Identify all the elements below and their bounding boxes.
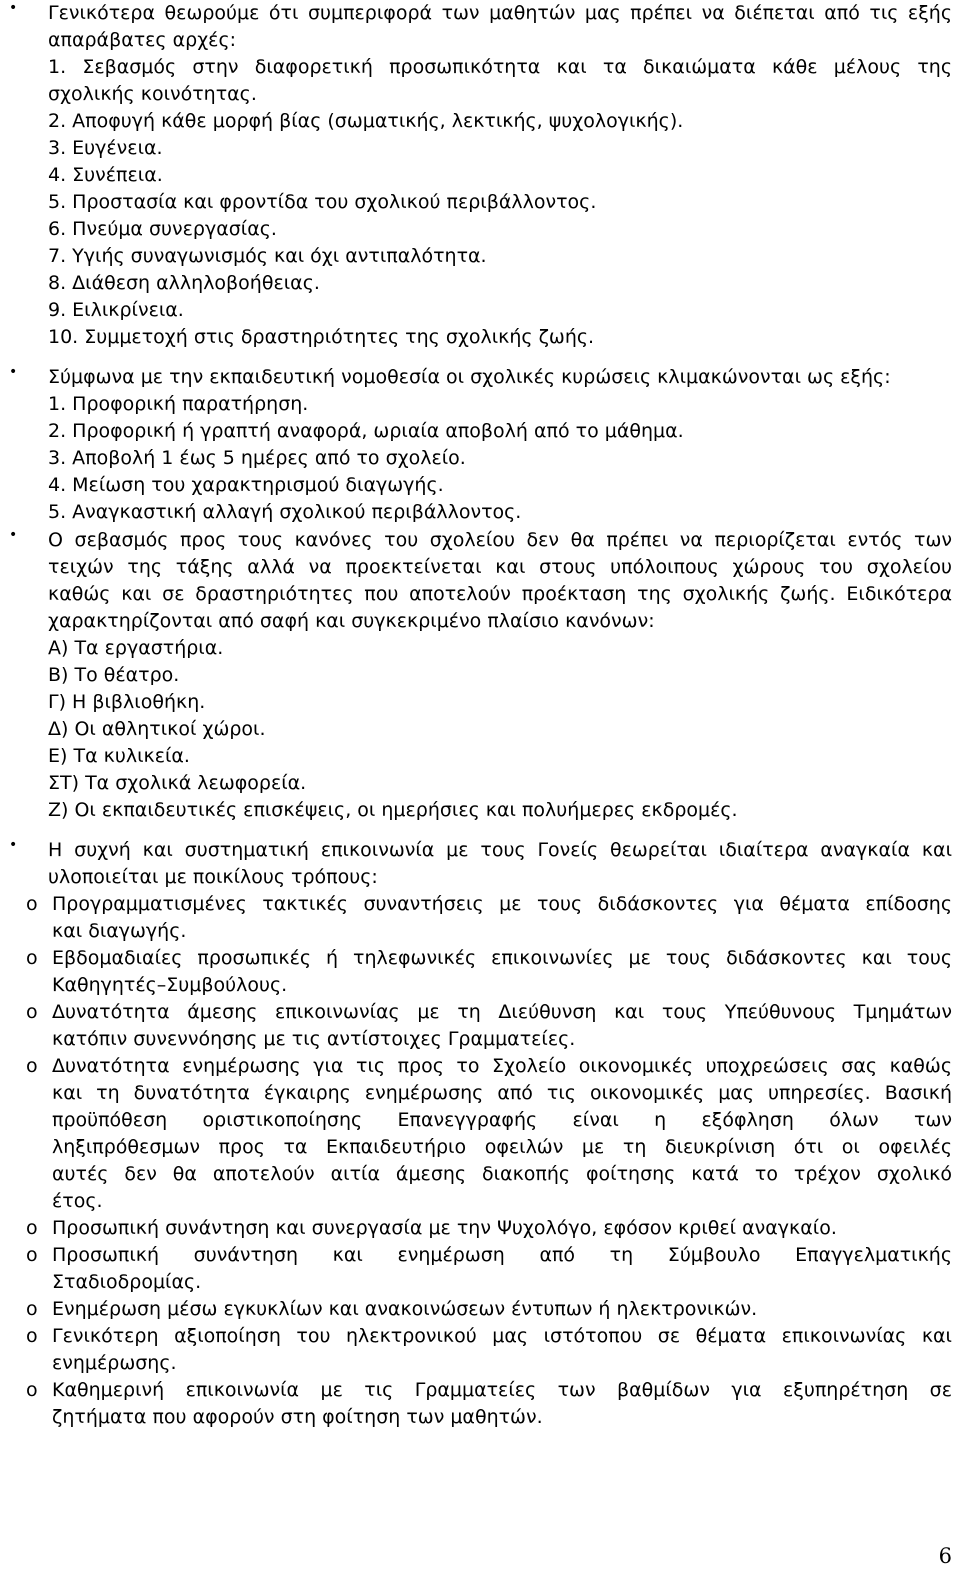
- list-item-line: 3. Ευγένεια.: [48, 137, 163, 159]
- list-item-line: Προγραμματισμένες τακτικές συναντήσεις με τους διδάσκοντες για θέματα επίδοσης: [52, 893, 952, 915]
- list-item-line: 2. Αποφυγή κάθε μορφή βίας (σωματικής, λεκτικής, ψυχολογικής).: [48, 110, 684, 132]
- bullet-parent-communication: [9, 837, 952, 1431]
- list-item-line: Ενημέρωση μέσω εγκυκλίων και ανακοινώσεων έντυπων ή ηλεκτρονικών.: [52, 1298, 758, 1320]
- circle-bullet-icon: o: [26, 947, 38, 969]
- paragraph-line: Σύμφωνα με την εκπαιδευτική νομοθεσία οι σχολικές κυρώσεις κλιμακώνονται ως εξής:: [48, 366, 891, 388]
- bullet-icon: •: [9, 837, 18, 853]
- list-item-line: ληξιπρόθεσμων προς τα Εκπαιδευτήριο οφειλών με τη διευκρίνιση ότι οι οφειλές: [52, 1136, 952, 1158]
- list-item: 3. Αποβολή 1 έως 5 ημέρες από το σχολείο.: [48, 447, 466, 469]
- list-item-line: ενημέρωσης.: [52, 1352, 177, 1374]
- list-item-line: 9. Ειλικρίνεια.: [48, 299, 184, 321]
- list-item-line: Προσωπική συνάντηση και ενημέρωση από τη Σύμβουλο Επαγγελματικής: [52, 1244, 952, 1266]
- paragraph-line: Ο σεβασμός προς τους κανόνες του σχολείου δεν θα πρέπει να περιορίζεται εντός των: [48, 529, 952, 551]
- list-item: Ε) Τα κυλικεία.: [48, 745, 190, 767]
- list-item-line: 1. Σεβασμός στην διαφορετική προσωπικότητα και τα δικαιώματα κάθε μέλους της: [48, 56, 952, 78]
- circle-bullet-icon: o: [26, 1379, 38, 1401]
- sub-list-item: [26, 1242, 952, 1296]
- list-item-line: Δυνατότητα άμεσης επικοινωνίας με τη Διεύθυνση και τους Υπεύθυνους Τμημάτων: [52, 1001, 952, 1023]
- list-item-line: Καθηγητές–Συμβούλους.: [52, 974, 288, 996]
- list-item-line: Δυνατότητα ενημέρωσης για τις προς το Σχολείο οικονομικές υποχρεώσεις σας καθώς: [52, 1055, 952, 1077]
- page-number: 6: [938, 1544, 952, 1568]
- list-item-line: έτος.: [52, 1190, 103, 1212]
- circle-bullet-icon: o: [26, 1325, 38, 1347]
- bullet-icon: •: [9, 527, 18, 543]
- sub-list-item: [26, 999, 952, 1053]
- list-item: Α) Τα εργαστήρια.: [48, 637, 224, 659]
- paragraph-line: τειχών της τάξης αλλά να προεκτείνεται και στους υπόλοιπους χώρους του σχολείου: [48, 556, 952, 578]
- list-item-line: 4. Συνέπεια.: [48, 164, 163, 186]
- sub-list-item: [26, 1377, 952, 1431]
- circle-bullet-icon: o: [26, 1217, 38, 1239]
- paragraph-line: υλοποιείται με ποικίλους τρόπους:: [48, 866, 378, 888]
- list-item-line: και διαγωγής.: [52, 920, 187, 942]
- list-item: [48, 297, 952, 324]
- bullet-icon: •: [9, 0, 18, 16]
- sub-list-item: [26, 1215, 952, 1242]
- list-item-line: 7. Υγιής συναγωνισμός και όχι αντιπαλότητα.: [48, 245, 487, 267]
- list-item: [48, 162, 952, 189]
- list-item-line: Γενικότερη αξιοποίηση του ηλεκτρονικού μας ιστότοπου σε θέματα επικοινωνίας και: [52, 1325, 952, 1347]
- list-item-line: αυτές δεν θα αποτελούν αιτία άμεσης διακοπής φοίτησης κατά το τρέχον σχολικό: [52, 1163, 952, 1185]
- list-item-line: 6. Πνεύμα συνεργασίας.: [48, 218, 277, 240]
- sub-list-item: [26, 1053, 952, 1215]
- circle-bullet-icon: o: [26, 1001, 38, 1023]
- circle-bullet-icon: o: [26, 1298, 38, 1320]
- list-item: 4. Μείωση του χαρακτηρισμού διαγωγής.: [48, 474, 444, 496]
- list-item: 5. Αναγκαστική αλλαγή σχολικού περιβάλλοντος.: [48, 501, 522, 523]
- sub-list-item: [26, 945, 952, 999]
- list-item-line: σχολικής κοινότητας.: [48, 83, 257, 105]
- list-item: Δ) Οι αθλητικοί χώροι.: [48, 718, 266, 740]
- paragraph-line: Γενικότερα θεωρούμε ότι συμπεριφορά των μαθητών μας πρέπει να διέπεται από τις εξής: [48, 2, 952, 24]
- sub-list-item: [26, 891, 952, 945]
- list-item: [48, 243, 952, 270]
- list-item: [48, 324, 952, 351]
- list-item: 1. Προφορική παρατήρηση.: [48, 393, 309, 415]
- paragraph-line: καθώς και σε δραστηριότητες που αποτελούν προέκταση της σχολικής ζωής. Ειδικότερα: [48, 583, 952, 605]
- circle-bullet-icon: o: [26, 893, 38, 915]
- list-item: ΣΤ) Τα σχολικά λεωφορεία.: [48, 772, 307, 794]
- list-item-line: προϋπόθεση οριστικοποίησης Επανεγγραφής είναι η εξόφληση όλων των: [52, 1109, 952, 1131]
- paragraph-line: απαράβατες αρχές:: [48, 29, 237, 51]
- list-item-line: Εβδομαδιαίες προσωπικές ή τηλεφωνικές επικοινωνίες με τους διδάσκοντες και τους: [52, 947, 952, 969]
- list-item: 2. Προφορική ή γραπτή αναφορά, ωριαία αποβολή από το μάθημα.: [48, 420, 684, 442]
- list-item: Γ) Η βιβλιοθήκη.: [48, 691, 206, 713]
- list-item: Ζ) Οι εκπαιδευτικές επισκέψεις, οι ημερήσιες και πολυήμερες εκδρομές.: [48, 799, 738, 821]
- list-item-line: 10. Συμμετοχή στις δραστηριότητες της σχολικής ζωής.: [48, 326, 595, 348]
- paragraph-line: χαρακτηρίζονται από σαφή και συγκεκριμένο πλαίσιο κανόνων:: [48, 610, 655, 632]
- list-item: Β) Το θέατρο.: [48, 664, 180, 686]
- list-item: [48, 108, 952, 135]
- sub-list-item: [26, 1296, 952, 1323]
- list-item-line: Καθημερινή επικοινωνία με τις Γραμματείες των βαθμίδων για εξυπηρέτηση σε: [52, 1379, 952, 1401]
- list-item-line: ζητήματα που αφορούν στη φοίτηση των μαθητών.: [52, 1406, 543, 1428]
- list-item: [48, 135, 952, 162]
- list-item: [48, 270, 952, 297]
- list-item-line: Προσωπική συνάντηση και συνεργασία με την Ψυχολόγο, εφόσον κριθεί αναγκαίο.: [52, 1217, 837, 1239]
- sub-list-item: [26, 1323, 952, 1377]
- bullet-school-rules: [9, 527, 952, 824]
- bullet-sanctions: [9, 364, 952, 526]
- list-item-line: Σταδιοδρομίας.: [52, 1271, 202, 1293]
- paragraph-line: Η συχνή και συστηματική επικοινωνία με τους Γονείς θεωρείται ιδιαίτερα αναγκαία και: [48, 839, 952, 861]
- list-item-line: 8. Διάθεση αλληλοβοήθειας.: [48, 272, 320, 294]
- circle-bullet-icon: o: [26, 1244, 38, 1266]
- list-item-line: και τη δυνατότητα έγκαιρης ενημέρωσης από τις οικονομικές μας υπηρεσίες. Βασική: [52, 1082, 952, 1104]
- list-item: [48, 54, 952, 108]
- circle-bullet-icon: o: [26, 1055, 38, 1077]
- list-item: [48, 216, 952, 243]
- list-item-line: κατόπιν συνεννόησης με τις αντίστοιχες Γραμματείες.: [52, 1028, 576, 1050]
- bullet-principles: [9, 0, 952, 351]
- list-item: [48, 189, 952, 216]
- list-item-line: 5. Προστασία και φροντίδα του σχολικού περιβάλλοντος.: [48, 191, 597, 213]
- bullet-icon: •: [9, 364, 18, 380]
